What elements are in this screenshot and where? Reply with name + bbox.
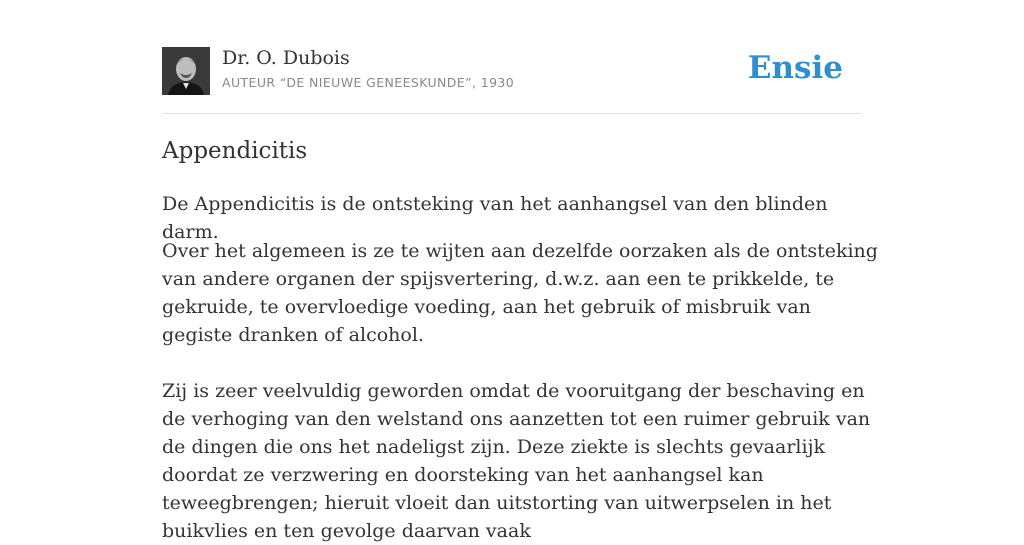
brand-logo[interactable]: Ensie xyxy=(747,50,843,86)
author-portrait-icon xyxy=(162,47,210,95)
header-divider xyxy=(162,113,862,114)
article-title: Appendicitis xyxy=(162,138,308,164)
paragraph-3: Zij is zeer veelvuldig geworden omdat de vooruitgang der beschaving en de verhoging van den welstand ons aanzetten tot een ruimer gebruik van de dingen die ons het nadeligst zijn. Deze ziekte is slechts gevaarlijk doordat ze verzwering en doorsteking van het aanhangsel kan teweegbrengen; hieruit vloeit dan uitstorting van uitwerpselen in het buikvlies en ten gevolge daarvan vaak xyxy=(162,380,871,542)
paragraph-2: Over het algemeen is ze te wijten aan dezelfde oorzaken als de ontsteking van andere organen der spijsvertering, d.w.z. aan een te prikkelde, te gekruide, te overvloedige voeding, aan het gebruik of misbruik van gegiste dranken of alcohol. xyxy=(162,240,878,346)
author-avatar[interactable] xyxy=(162,47,210,95)
paragraph-1: De Appendicitis is de ontsteking van het aanhangsel van den blinden darm. xyxy=(162,193,828,243)
author-name[interactable]: Dr. O. Dubois xyxy=(222,47,350,69)
author-subtitle: AUTEUR “DE NIEUWE GENEESKUNDE”, 1930 xyxy=(222,75,515,90)
author-header xyxy=(162,47,862,97)
